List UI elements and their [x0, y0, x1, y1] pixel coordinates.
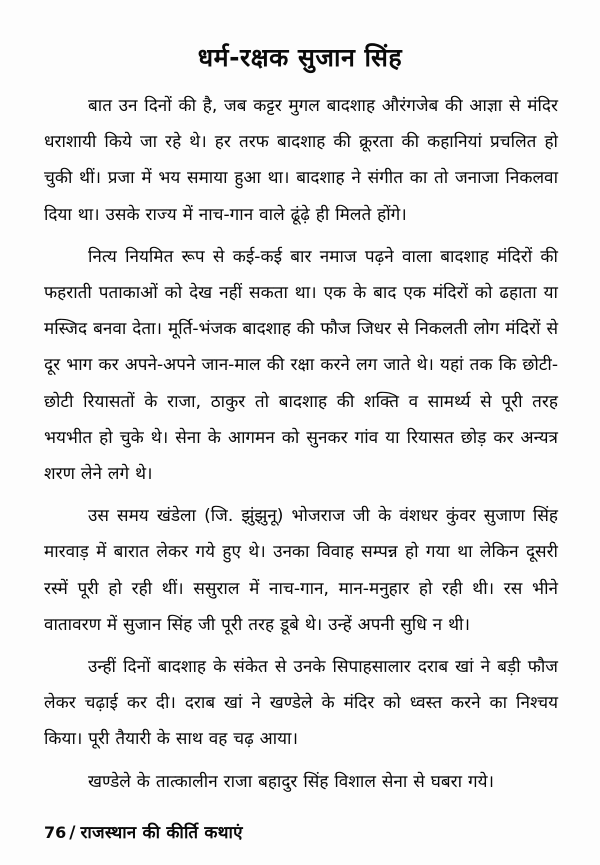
footer-separator: / [69, 823, 76, 843]
paragraph: खण्डेले के तात्कालीन राजा बहादुर सिंह विशाल सेना से घबरा गये। [88, 771, 494, 792]
paragraph: नित्य नियमित रूप से कई-कई बार नमाज पढ़ने वाला बादशाह मंदिरों की फहराती पताकाओं को देख नहीं सकता था। एक के बाद एक मंदिरों को ढहाता या मस्जिद बनवा देता। मूर्ति-भंजक बादशाह की फौज जिधर से निकलती लोग मंदिरों से दूर भाग कर अपने-अपने जान-माल की रक्षा करने लग जाते थे। यहां तक कि छोटी-छोटी रियासतों के राजा, ठाकुर तो बादशाह की शक्ति व सामर्थ्य से पूरी तरह भयभीत हो चुके थे। सेना के आगमन को सुनकर गांव या रियासत छोड़ कर अन्यत्र शरण लेने लगे थे। [44, 246, 558, 485]
paragraph: बात उन दिनों की है, जब कट्टर मुगल बादशाह औरंगजेब की आज्ञा से मंदिर धराशायी किये जा रहे थे। हर तरफ बादशाह की क्रूरता की कहानियां प्रचलित हो चुकी थीं। प्रजा में भय समाया हुआ था। बादशाह ने संगीत का तो जनाजा निकलवा दिया था। उसके राज्य में नाच-गान वाले ढूंढ़े ही मिलते होंगे। [44, 96, 558, 225]
page-number: 76 [44, 823, 67, 842]
paragraph: उन्हीं दिनों बादशाह के संकेत से उनके सिपाहसालार दराब खां ने बड़ी फौज लेकर चढ़ाई कर दी। दराब खां ने खण्डेले के मंदिर को ध्वस्त करने का निश्चय किया। पूरी तैयारी के साथ वह चढ़ आया। [44, 657, 558, 750]
page-title: धर्म-रक्षक सुजान सिंह [197, 42, 403, 72]
book-title: राजस्थान की कीर्ति कथाएं [80, 823, 243, 843]
body-text-block [44, 88, 558, 800]
page-footer [44, 820, 558, 843]
paragraph: उस समय खंडेला (जि. झुंझुनू) भोजराज जी के वंशधर कुंवर सुजाण सिंह मारवाड़ में बारात लेकर गये हुए थे। उनका विवाह सम्पन्न हो गया था लेकिन दूसरी रस्में पूरी हो रही थीं। ससुराल में नाच-गान, मान-मनुहार हो रही थी। रस भीने वातावरण में सुजान सिंह जी पूरी तरह डूबे थे। उन्हें अपनी सुधि न थी। [44, 506, 558, 635]
